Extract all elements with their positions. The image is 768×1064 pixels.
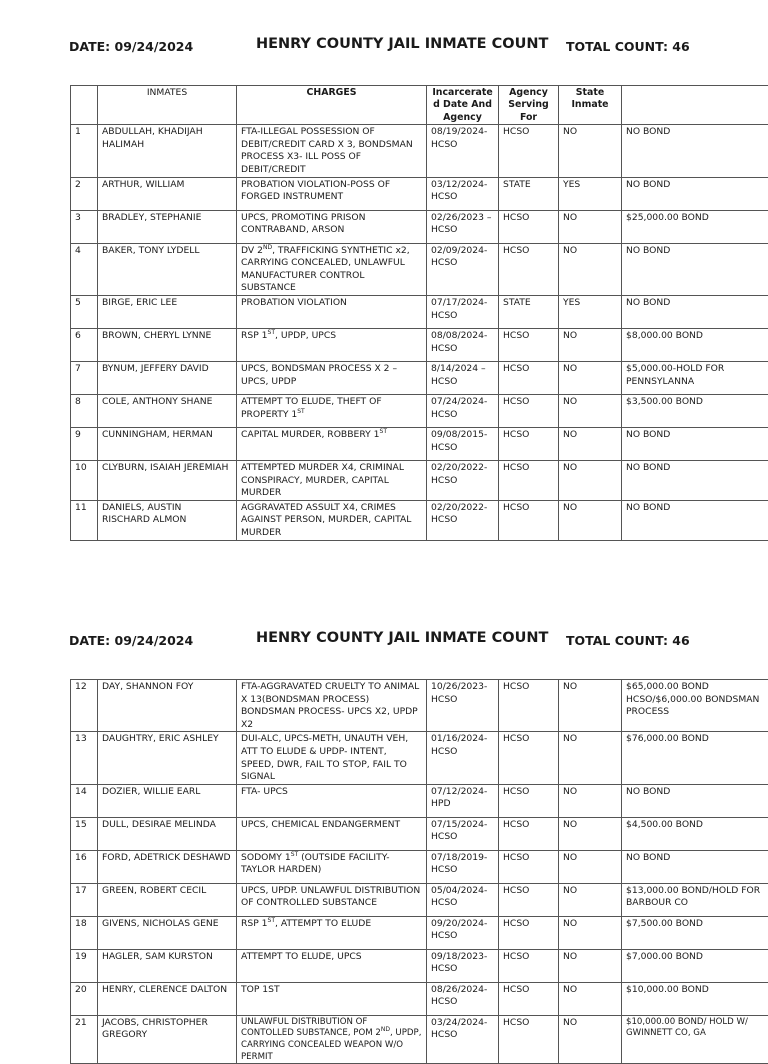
report-title: HENRY COUNTY JAIL INMATE COUNT [256,36,548,52]
state-inmate: NO [559,1015,622,1063]
inmate-charges: AGGRAVATED ASSULT X4, CRIMES AGAINST PERSON, MURDER, CAPITAL MURDER [237,500,427,540]
table-row [71,328,768,361]
agency-serving: HCSO [499,784,559,817]
incarcerated-date: 09/08/2015-HCSO [427,427,499,460]
row-number: 12 [71,680,98,732]
inmate-charges: FTA-ILLEGAL POSSESSION OF DEBIT/CREDIT CARD X 3, BONDSMAN PROCESS X3- ILL POSS OF DEBIT/CREDIT [237,125,427,177]
inmate-name: DULL, DESIRAE MELINDA [98,817,237,850]
row-number: 16 [71,850,98,883]
header-agency: Agency Serving For [499,86,559,125]
incarcerated-date: 10/26/2023-HCSO [427,680,499,732]
inmate-name: HAGLER, SAM KURSTON [98,949,237,982]
table-row [71,732,768,784]
state-inmate: YES [559,177,622,210]
report-date: DATE: 09/24/2024 [69,633,193,648]
row-number: 19 [71,949,98,982]
table-row [71,916,768,949]
row-number: 11 [71,500,98,540]
inmate-charges: FTA- UPCS [237,784,427,817]
table-row [71,295,768,328]
row-number: 4 [71,243,98,295]
table-row [71,1015,768,1063]
row-number: 6 [71,328,98,361]
report-title: HENRY COUNTY JAIL INMATE COUNT [256,630,548,646]
agency-serving: STATE [499,177,559,210]
row-number: 17 [71,883,98,916]
bond-status: NO BOND [622,125,768,177]
agency-serving: HCSO [499,817,559,850]
agency-serving: HCSO [499,125,559,177]
state-inmate: NO [559,883,622,916]
row-number: 20 [71,982,98,1015]
incarcerated-date: 01/16/2024-HCSO [427,732,499,784]
inmate-name: BROWN, CHERYL LYNNE [98,328,237,361]
agency-serving: HCSO [499,427,559,460]
bond-status: $76,000.00 BOND [622,732,768,784]
state-inmate: NO [559,460,622,500]
table-row [71,784,768,817]
bond-status: $3,500.00 BOND [622,394,768,427]
inmate-charges: RSP 1ST, ATTEMPT TO ELUDE [237,916,427,949]
bond-status: NO BOND [622,177,768,210]
inmate-charges: DV 2ND, TRAFFICKING SYNTHETIC x2, CARRYING CONCEALED, UNLAWFUL MANUFACTURER CONTROL SUBSTANCE [237,243,427,295]
incarcerated-date: 07/17/2024-HCSO [427,295,499,328]
inmate-name: BRADLEY, STEPHANIE [98,210,237,243]
incarcerated-date: 09/18/2023-HCSO [427,949,499,982]
bond-status: NO BOND [622,427,768,460]
inmate-name: ARTHUR, WILLIAM [98,177,237,210]
table-row [71,243,768,295]
table-row [71,210,768,243]
agency-serving: HCSO [499,361,559,394]
incarcerated-date: 03/12/2024-HCSO [427,177,499,210]
table-row [71,883,768,916]
agency-serving: HCSO [499,680,559,732]
state-inmate: NO [559,817,622,850]
table-header-row [71,86,768,125]
inmate-charges: ATTEMPT TO ELUDE, THEFT OF PROPERTY 1ST [237,394,427,427]
inmate-charges: UNLAWFUL DISTRIBUTION OF CONTOLLED SUBSTANCE, POM 2ND, UPDP, CARRYING CONCEALED WEAPON W/O PERMIT [237,1015,427,1063]
page-header [0,630,768,660]
bond-status: NO BOND [622,850,768,883]
inmate-name: BAKER, TONY LYDELL [98,243,237,295]
agency-serving: STATE [499,295,559,328]
inmate-charges: PROBATION VIOLATION [237,295,427,328]
state-inmate: NO [559,916,622,949]
state-inmate: NO [559,982,622,1015]
inmate-table-page-2 [70,679,768,1064]
agency-serving: HCSO [499,883,559,916]
row-number: 5 [71,295,98,328]
state-inmate: NO [559,850,622,883]
bond-status: NO BOND [622,500,768,540]
header-inmates: INMATES [98,86,237,125]
inmate-name: BIRGE, ERIC LEE [98,295,237,328]
incarcerated-date: 09/20/2024-HCSO [427,916,499,949]
header-state-inmate: State Inmate [559,86,622,125]
incarcerated-date: 02/20/2022-HCSO [427,460,499,500]
incarcerated-date: 02/20/2022-HCSO [427,500,499,540]
table-row [71,125,768,177]
row-number: 18 [71,916,98,949]
bond-status: $7,000.00 BOND [622,949,768,982]
incarcerated-date: 08/19/2024-HCSO [427,125,499,177]
table-row [71,680,768,732]
inmate-name: DOZIER, WILLIE EARL [98,784,237,817]
header-incarcerated: Incarcerated Date And Agency [427,86,499,125]
total-count: TOTAL COUNT: 46 [566,39,690,54]
table-row [71,817,768,850]
inmate-charges: ATTEMPTED MURDER X4, CRIMINAL CONSPIRACY, MURDER, CAPITAL MURDER [237,460,427,500]
bond-status: $65,000.00 BOND HCSO/$6,000.00 BONDSMAN PROCESS [622,680,768,732]
table-row [71,394,768,427]
agency-serving: HCSO [499,1015,559,1063]
bond-status: $5,000.00-HOLD FOR PENNSYLANNA [622,361,768,394]
header-charges: CHARGES [237,86,427,125]
table-row [71,949,768,982]
agency-serving: HCSO [499,210,559,243]
inmate-charges: ATTEMPT TO ELUDE, UPCS [237,949,427,982]
table-row [71,460,768,500]
inmate-charges: SODOMY 1ST (OUTSIDE FACILITY-TAYLOR HARDEN) [237,850,427,883]
agency-serving: HCSO [499,949,559,982]
inmate-name: JACOBS, CHRISTOPHER GREGORY [98,1015,237,1063]
bond-status: $10,000.00 BOND [622,982,768,1015]
table-row [71,177,768,210]
bond-status: $4,500.00 BOND [622,817,768,850]
table-row [71,500,768,540]
incarcerated-date: 07/24/2024-HCSO [427,394,499,427]
bond-status: $7,500.00 BOND [622,916,768,949]
agency-serving: HCSO [499,328,559,361]
inmate-name: FORD, ADETRICK DESHAWD [98,850,237,883]
incarcerated-date: 03/24/2024-HCSO [427,1015,499,1063]
table-row [71,982,768,1015]
state-inmate: NO [559,394,622,427]
bond-status: NO BOND [622,295,768,328]
inmate-name: DAY, SHANNON FOY [98,680,237,732]
agency-serving: HCSO [499,982,559,1015]
incarcerated-date: 07/12/2024-HPD [427,784,499,817]
table-row [71,850,768,883]
inmate-charges: UPCS, BONDSMAN PROCESS X 2 – UPCS, UPDP [237,361,427,394]
inmate-name: HENRY, CLERENCE DALTON [98,982,237,1015]
total-count: TOTAL COUNT: 46 [566,633,690,648]
incarcerated-date: 07/15/2024-HCSO [427,817,499,850]
agency-serving: HCSO [499,500,559,540]
agency-serving: HCSO [499,850,559,883]
state-inmate: NO [559,427,622,460]
row-number: 10 [71,460,98,500]
table-row [71,427,768,460]
bond-status: $13,000.00 BOND/HOLD FOR BARBOUR CO [622,883,768,916]
bond-status: $25,000.00 BOND [622,210,768,243]
agency-serving: HCSO [499,732,559,784]
row-number: 2 [71,177,98,210]
incarcerated-date: 8/14/2024 – HCSO [427,361,499,394]
inmate-name: CLYBURN, ISAIAH JEREMIAH [98,460,237,500]
row-number: 15 [71,817,98,850]
state-inmate: NO [559,680,622,732]
state-inmate: NO [559,328,622,361]
inmate-name: DAUGHTRY, ERIC ASHLEY [98,732,237,784]
bond-status: NO BOND [622,784,768,817]
incarcerated-date: 08/26/2024-HCSO [427,982,499,1015]
row-number: 1 [71,125,98,177]
row-number: 21 [71,1015,98,1063]
table-row [71,361,768,394]
agency-serving: HCSO [499,460,559,500]
incarcerated-date: 05/04/2024-HCSO [427,883,499,916]
inmate-name: GREEN, ROBERT CECIL [98,883,237,916]
row-number: 13 [71,732,98,784]
inmate-name: COLE, ANTHONY SHANE [98,394,237,427]
incarcerated-date: 07/18/2019-HCSO [427,850,499,883]
state-inmate: YES [559,295,622,328]
state-inmate: NO [559,784,622,817]
header-bond [622,86,768,125]
inmate-charges: UPCS, CHEMICAL ENDANGERMENT [237,817,427,850]
state-inmate: NO [559,500,622,540]
state-inmate: NO [559,361,622,394]
state-inmate: NO [559,243,622,295]
inmate-table-page-1 [70,85,768,541]
incarcerated-date: 02/26/2023 – HCSO [427,210,499,243]
state-inmate: NO [559,732,622,784]
state-inmate: NO [559,125,622,177]
inmate-charges: CAPITAL MURDER, ROBBERY 1ST [237,427,427,460]
inmate-charges: UPCS, UPDP. UNLAWFUL DISTRIBUTION OF CONTROLLED SUBSTANCE [237,883,427,916]
inmate-charges: UPCS, PROMOTING PRISON CONTRABAND, ARSON [237,210,427,243]
row-number: 3 [71,210,98,243]
report-date: DATE: 09/24/2024 [69,39,193,54]
bond-status: NO BOND [622,460,768,500]
bond-status: $8,000.00 BOND [622,328,768,361]
row-number: 8 [71,394,98,427]
bond-status: $10,000.00 BOND/ HOLD W/ GWINNETT CO, GA [622,1015,768,1063]
row-number: 14 [71,784,98,817]
inmate-charges: PROBATION VIOLATION-POSS OF FORGED INSTRUMENT [237,177,427,210]
inmate-charges: DUI-ALC, UPCS-METH, UNAUTH VEH, ATT TO ELUDE & UPDP- INTENT, SPEED, DWR, FAIL TO STOP, FAIL TO SIGNAL [237,732,427,784]
row-number: 7 [71,361,98,394]
inmate-name: DANIELS, AUSTIN RISCHARD ALMON [98,500,237,540]
agency-serving: HCSO [499,916,559,949]
agency-serving: HCSO [499,243,559,295]
inmate-name: ABDULLAH, KHADIJAH HALIMAH [98,125,237,177]
inmate-name: GIVENS, NICHOLAS GENE [98,916,237,949]
incarcerated-date: 08/08/2024-HCSO [427,328,499,361]
inmate-charges: FTA-AGGRAVATED CRUELTY TO ANIMAL X 13(BONDSMAN PROCESS) BONDSMAN PROCESS- UPCS X2, UPDP X2 [237,680,427,732]
row-number: 9 [71,427,98,460]
inmate-name: CUNNINGHAM, HERMAN [98,427,237,460]
inmate-name: BYNUM, JEFFERY DAVID [98,361,237,394]
bond-status: NO BOND [622,243,768,295]
inmate-charges: TOP 1ST [237,982,427,1015]
state-inmate: NO [559,210,622,243]
state-inmate: NO [559,949,622,982]
agency-serving: HCSO [499,394,559,427]
page-header [0,36,768,66]
header-number [71,86,98,125]
incarcerated-date: 02/09/2024-HCSO [427,243,499,295]
inmate-charges: RSP 1ST, UPDP, UPCS [237,328,427,361]
